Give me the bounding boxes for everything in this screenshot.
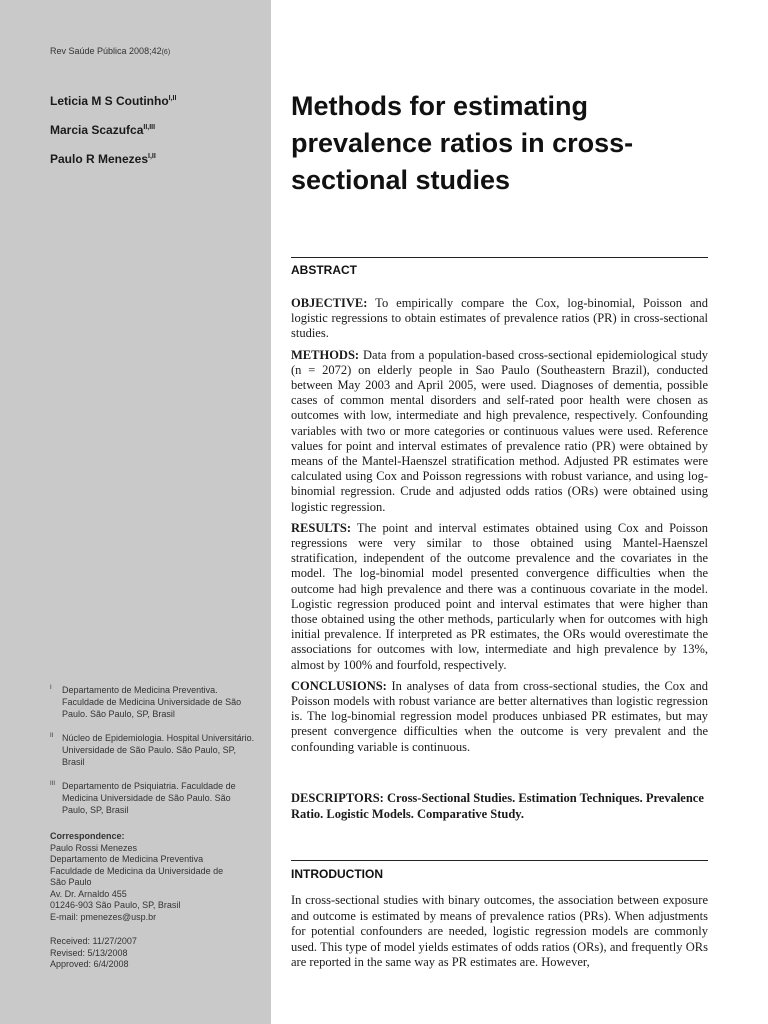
journal-citation	[50, 46, 170, 56]
correspondence-line: Faculdade de Medicina da Universidade de	[50, 865, 224, 876]
introduction-text: In cross-sectional studies with binary outcomes, the association between exposure and outcome is estimated by means of prevalence ratios (PRs). When adjustments for potential confounders are needed, logistic regression models are commonly used. This type of model yields estimates of odds ratios (ORs), and frequently ORs are reported in the same way as PR estimates are. However,	[291, 893, 708, 970]
abstract-results	[291, 521, 708, 673]
author-affiliation: I,II	[148, 153, 156, 160]
journal-name: Rev Saúde Pública 2008;42	[50, 46, 162, 56]
affiliation	[50, 780, 255, 816]
author-affiliation: I,II	[168, 95, 177, 102]
affiliation	[50, 732, 255, 768]
correspondence-line: Departamento de Medicina Preventiva	[50, 854, 204, 864]
abstract-conclusions	[291, 679, 708, 755]
date-revised: Revised: 5/13/2008	[50, 947, 128, 958]
abstract-body	[291, 296, 708, 761]
article-dates	[50, 936, 137, 971]
correspondence-line: Paulo Rossi Menezes	[50, 842, 138, 853]
affiliations	[50, 684, 255, 828]
author-name: Leticia M S Coutinho	[50, 94, 169, 108]
abstract-heading: ABSTRACT	[291, 263, 357, 277]
date-approved: Approved: 6/4/2008	[50, 959, 129, 969]
abstract-methods	[291, 348, 708, 515]
affiliation-text: Departamento de Psiquiatria. Faculdade de Medicina Universidade de São Paulo. São Paulo, SP, Brasil	[62, 781, 236, 815]
correspondence-line: 01246-903 São Paulo, SP, Brasil	[50, 900, 181, 910]
introduction-heading: INTRODUCTION	[291, 867, 383, 881]
correspondence	[50, 831, 260, 923]
journal-issue: (6)	[161, 49, 171, 56]
author	[50, 150, 176, 166]
objective-label: OBJECTIVE:	[291, 296, 368, 310]
affiliation-text: Núcleo de Epidemiologia. Hospital Universitário. Universidade de São Paulo. São Paulo, SP, Brasil	[62, 733, 255, 767]
affiliation-number: II	[50, 733, 54, 739]
results-text: The point and interval estimates obtained using Cox and Poisson regressions were very similar to those obtained using Mantel-Haenszel stratification, independent of the outcome prevalence and the covariates in the model. The log-binomial model presented convergence difficulties when the outcome had high prevalence and there was a continuous covariate in the model. Logistic regression produced point and interval estimates that were higher than those obtained using the other methods, particularly when for outcomes with high initial prevalence. If interpreted as PR estimates, the ORs would overestimate the associations for outcomes with low, intermediate and high prevalence by 13%, almost by 100% and fourfold, respectively.	[291, 520, 708, 672]
author-affiliation: II,III	[143, 124, 156, 131]
author	[50, 92, 176, 108]
affiliation-text: Departamento de Medicina Preventiva. Faculdade de Medicina Universidade de São Paulo. São Paulo, SP, Brasil	[62, 685, 242, 719]
abstract-objective	[291, 296, 708, 342]
descriptors: DESCRIPTORS: Cross-Sectional Studies. Estimation Techniques. Prevalence Ratio. Logistic Models. Comparative Study.	[291, 791, 704, 821]
article-title: Methods for estimating prevalence ratios in cross-sectional studies	[291, 91, 634, 195]
conclusions-label: CONCLUSIONS:	[291, 678, 387, 693]
conclusions-text: In analyses of data from cross-sectional studies, the Cox and Poisson models with robust variance are better alternatives than logistic regression is. The log-binomial regression model produces unbiased PR estimates, but may present convergence difficulties when the outcome is very prevalent and the confounding variable is continuous.	[291, 678, 708, 754]
affiliation	[50, 684, 255, 720]
affiliation-number: I	[50, 685, 52, 691]
author-name: Paulo R Menezes	[50, 152, 149, 166]
abstract-rule	[291, 257, 708, 258]
methods-text: Data from a population-based cross-sectional epidemiological study (n = 2072) on elderly people in Sao Paulo (Southeastern Brazil), conducted between May 2003 and April 2005, were used. Diagnoses of dementia, possible cases of common mental disorders and self-rated poor health were chosen as outcomes with low, intermediate and high prevalence, respectively. Confounding variables with two or more categories or continuous values were used. Reference values for point and interval estimates of prevalence ratio (PR) were obtained by means of the Mantel-Haenszel stratification method. Adjusted PR estimates were calculated using Cox and Poisson regressions with robust variance, and using log-binomial regression. Crude and adjusted odds ratios (ORs) were obtained using logistic regression.	[291, 347, 708, 514]
correspondence-line: São Paulo	[50, 877, 92, 887]
author	[50, 121, 176, 137]
methods-label: METHODS:	[291, 347, 360, 362]
correspondence-email: E-mail: pmenezes@usp.br	[50, 911, 157, 922]
results-label: RESULTS:	[291, 520, 351, 535]
author-name: Marcia Scazufca	[50, 123, 144, 137]
affiliation-number: III	[50, 781, 56, 787]
introduction-rule	[291, 860, 708, 861]
date-received: Received: 11/27/2007	[50, 936, 137, 946]
objective-text: To empirically compare the Cox, log-binomial, Poisson and logistic regressions to obtain estimates of prevalence ratios (PR) in cross-sectional studies.	[291, 296, 708, 341]
correspondence-title: Correspondence:	[50, 831, 125, 841]
correspondence-line: Av. Dr. Arnaldo 455	[50, 888, 127, 899]
author-list	[50, 92, 176, 179]
